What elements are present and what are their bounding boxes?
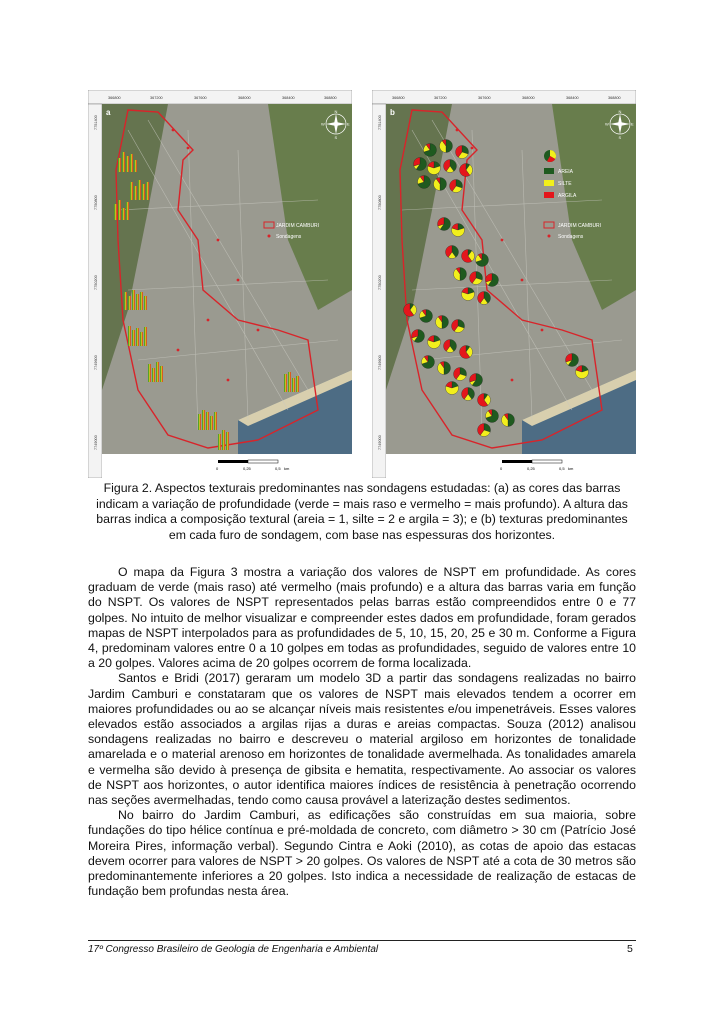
- coord-label-top: 367200: [150, 96, 163, 100]
- map-a-svg: [88, 90, 352, 478]
- coord-label-top: 368800: [324, 96, 337, 100]
- svg-text:E: E: [631, 121, 634, 127]
- legend-boundary-label: JARDIM CAMBURI: [558, 223, 602, 229]
- coord-label-top: 368400: [566, 96, 579, 100]
- pie-symbol: [444, 160, 457, 173]
- coord-label-side: 7749600: [378, 355, 382, 370]
- legend-argila-swatch: [544, 192, 554, 198]
- pie-symbol: [462, 250, 475, 263]
- pie-symbol: [462, 288, 475, 301]
- coord-label-top: 367600: [194, 96, 207, 100]
- pie-symbol: [440, 140, 453, 153]
- coord-label-side: 7750200: [378, 275, 382, 290]
- pie-symbol: [424, 144, 437, 157]
- pie-symbol: [460, 346, 473, 359]
- svg-text:0,25: 0,25: [527, 466, 535, 471]
- pie-symbol: [452, 224, 465, 237]
- legend-points-label: Sondagens: [276, 234, 302, 240]
- paragraph: Santos e Bridi (2017) geraram um modelo 3D a partir das sondagens realizadas no bairro Jardim Camburi e constataram que os valores de NSPT mais elevados tendem a ocorrer em maiores profundidades ou ao se alcançar níveis mais resistentes e/ou impenetráveis. Esses valores elevados estão associados a argilas rijas a duras e areias compactas. Souza (2012) analisou sondagens realizadas no bairro e descreveu o material argiloso em horizontes de tonalidade amarelada e o material arenoso em horizontes de tonalidade avermelhada. As tonalidades amarela e vermelha são devido à presença de gibsita e hematita, respectivamente. Ao associar os valores de NSPT aos horizontes, o autor identifica maiores índices de resistência à penetração ocorrendo nas seções avermelhadas, tendo como causa provável a laterização destes sedimentos.: [88, 671, 636, 808]
- pie-symbol: [444, 340, 457, 353]
- legend-areia-label: AREIA: [558, 169, 574, 175]
- pie-symbol: [428, 336, 441, 349]
- map-a-side-coord-strip: [88, 104, 102, 478]
- map-b-svg: [372, 90, 636, 478]
- footer-conference: 17º Congresso Brasileiro de Geologia de Engenharia e Ambiental: [88, 944, 379, 955]
- legend-boundary-label: JARDIM CAMBURI: [276, 223, 320, 229]
- legend-argila-label: ARGILA: [558, 193, 577, 199]
- pie-symbol: [454, 268, 467, 281]
- svg-text:0,25: 0,25: [243, 466, 251, 471]
- coord-label-side: 7749000: [94, 435, 98, 450]
- legend-silte-label: SILTE: [558, 181, 572, 187]
- pie-symbol: [436, 316, 449, 329]
- coord-label-top: 367200: [434, 96, 447, 100]
- pie-symbol: [414, 158, 427, 171]
- figure-2: [88, 90, 636, 478]
- svg-text:W: W: [321, 121, 325, 127]
- pie-symbol: [450, 180, 463, 193]
- panel-letter-a: a: [106, 108, 111, 117]
- footer-rule: [88, 940, 636, 941]
- svg-text:W: W: [605, 121, 609, 127]
- svg-text:S: S: [334, 135, 338, 140]
- page-number: 5: [627, 943, 633, 955]
- svg-text:0,5: 0,5: [559, 466, 565, 471]
- bar-cluster: [130, 180, 149, 200]
- pie-symbol: [486, 274, 499, 287]
- pie-symbol: [404, 304, 417, 317]
- pie-symbol: [470, 272, 483, 285]
- coord-label-side: 7751400: [94, 115, 98, 130]
- pie-symbol: [566, 354, 579, 367]
- coord-label-side: 7749000: [378, 435, 382, 450]
- pie-symbol: [476, 254, 489, 267]
- svg-text:0: 0: [500, 466, 503, 471]
- coord-label-top: 368000: [238, 96, 251, 100]
- pie-symbol: [452, 320, 465, 333]
- map-a-scale-strip: [102, 454, 352, 478]
- coord-label-top: 368000: [522, 96, 535, 100]
- pie-symbol: [446, 382, 459, 395]
- svg-text:0,5: 0,5: [275, 466, 281, 471]
- pie-symbol: [470, 374, 483, 387]
- pie-symbol: [462, 388, 475, 401]
- svg-text:km: km: [284, 466, 290, 471]
- coord-label-top: 368800: [608, 96, 621, 100]
- coord-label-top: 368400: [282, 96, 295, 100]
- pie-symbol: [456, 146, 469, 159]
- pie-symbol: [576, 366, 589, 379]
- pie-symbol: [428, 162, 441, 175]
- pie-symbol: [418, 176, 431, 189]
- pie-symbol: [478, 424, 491, 437]
- bar-cluster: [128, 326, 147, 346]
- paragraph: No bairro do Jardim Camburi, as edificações são construídas em sua maioria, sobre fundações do tipo hélice contínua e pré-moldada de concreto, com diâmetro > 30 cm (Patrício José Moreira Pires, informação verbal). Segundo Cintra e Aoki (2010), as cotas de apoio das estacas devem ocorrer para valores de NSPT > 20 golpes. Os valores de NSPT até a cota de 30 metros são predominantemente inferiores a 20 golpes. Isto indica a necessidade de realização de estacas de fundação bem profundas nesta área.: [88, 808, 636, 899]
- body-text: [88, 565, 636, 899]
- figure-caption: Figura 2. Aspectos texturais predominantes nas sondagens estudadas: (a) as cores das barras indicam a variação de profundidade (verde = mais raso e vermelho = mais profundo). A altura das barras indica a composição textural (areia = 1, silte = 2 e argila = 3); e (b) texturas predominantes em cada furo de sondagem, com base nas espessuras dos horizontes.: [96, 481, 628, 542]
- legend-points-swatch: [268, 235, 271, 238]
- coord-label-top: 366800: [392, 96, 405, 100]
- pie-symbol: [412, 330, 425, 343]
- coord-label-side: 7749600: [94, 355, 98, 370]
- legend-areia-swatch: [544, 168, 554, 174]
- pie-symbol: [422, 356, 435, 369]
- coord-label-top: 366800: [108, 96, 121, 100]
- map-panel-b: [372, 90, 636, 478]
- pie-symbol: [438, 362, 451, 375]
- pie-symbol: [434, 178, 447, 191]
- panel-letter-b: b: [390, 108, 395, 117]
- pie-symbol: [478, 292, 491, 305]
- pie-symbol: [454, 368, 467, 381]
- svg-text:km: km: [568, 466, 574, 471]
- coord-label-side: 7750800: [378, 195, 382, 210]
- map-b-top-coord-strip: [372, 90, 636, 104]
- legend-points-swatch: [548, 235, 551, 238]
- paragraph: O mapa da Figura 3 mostra a variação dos valores de NSPT em profundidade. As cores graduam de verde (mais raso) até vermelho (mais profundo) e a altura das barras varia em função do NSPT. Os valores de NSPT representados pelas barras estão compreendidos entre 0 e 77 golpes. No intuito de melhor visualizar e compreender estes dados em profundidade, foram gerados mapas de NSPT interpolados para as profundidades de 5, 10, 15, 20, 25 e 30 m. Conforme a Figura 4, predominam valores entre 0 a 10 golpes em todas as profundidades, seguido de valores entre 10 a 20 golpes. Valores acima de 20 golpes ocorrem de forma localizada.: [88, 565, 636, 671]
- pie-symbol: [502, 414, 515, 427]
- svg-text:S: S: [618, 135, 622, 140]
- map-b-side-coord-strip: [372, 104, 386, 478]
- map-a-top-coord-strip: [88, 90, 352, 104]
- map-b-scale-strip: [386, 454, 636, 478]
- coord-label-side: 7750200: [94, 275, 98, 290]
- pie-symbol: [420, 310, 433, 323]
- pie-symbol: [446, 246, 459, 259]
- pie-symbol: [438, 218, 451, 231]
- pie-symbol: [460, 164, 473, 177]
- pie-symbol: [486, 410, 499, 423]
- legend-points-label: Sondagens: [558, 234, 584, 240]
- coord-label-top: 367600: [478, 96, 491, 100]
- coord-label-side: 7751400: [378, 115, 382, 130]
- coord-label-side: 7750800: [94, 195, 98, 210]
- map-panel-a: [88, 90, 352, 478]
- svg-text:0: 0: [216, 466, 219, 471]
- svg-text:N: N: [618, 109, 622, 114]
- svg-text:E: E: [347, 121, 350, 127]
- legend-silte-swatch: [544, 180, 554, 186]
- svg-text:N: N: [334, 109, 338, 114]
- pie-symbol: [478, 394, 491, 407]
